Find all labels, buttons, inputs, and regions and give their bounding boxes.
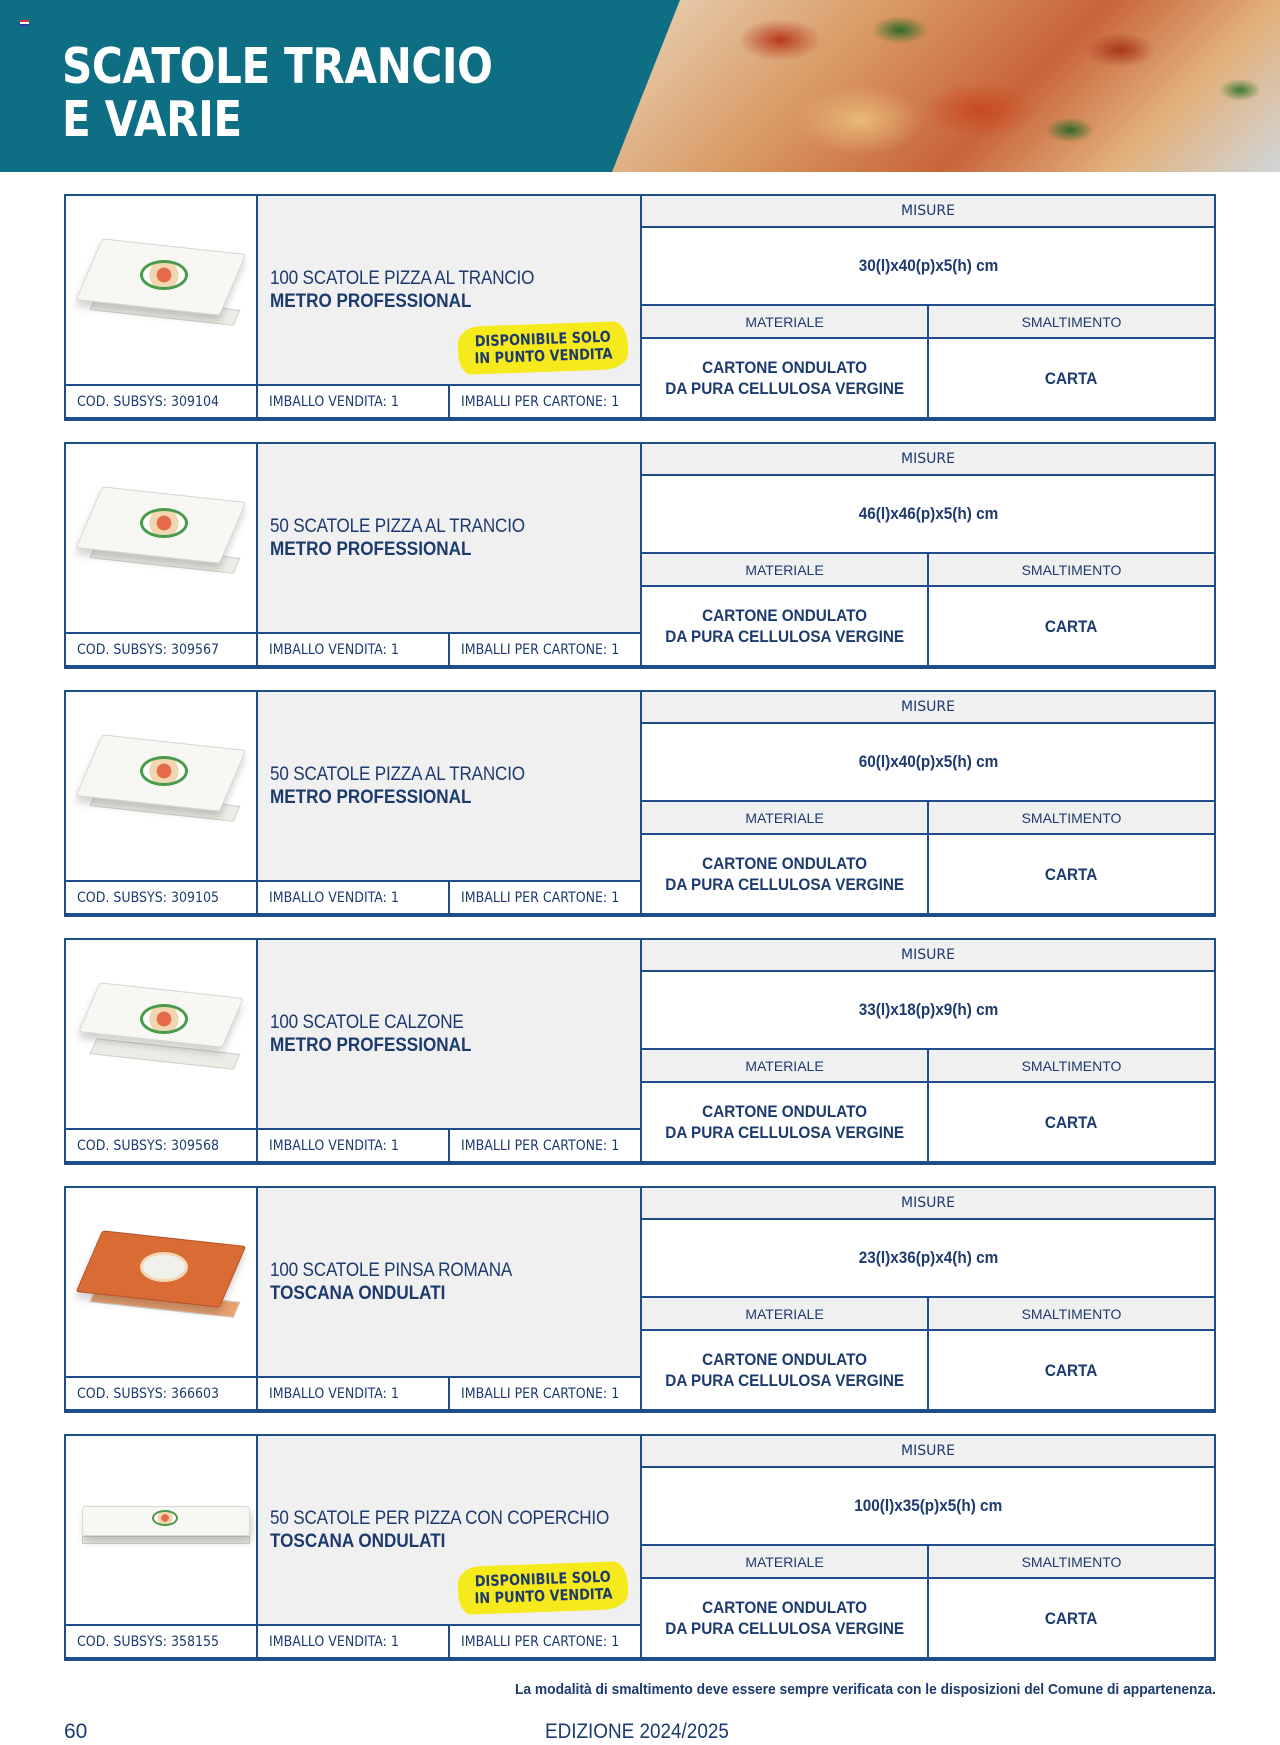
- pizza-photo: [600, 0, 1280, 172]
- imballo-vendita: IMBALLO VENDITA: 1: [258, 882, 450, 913]
- badge-line2: IN PUNTO VENDITA: [474, 344, 613, 368]
- product-image: [66, 1188, 258, 1376]
- disposal-note: La modalità di smaltimento deve essere sempre verificata con le disposizioni del Comune di appartenenza.: [515, 1681, 1216, 1698]
- product-card: [64, 1186, 1216, 1413]
- smaltimento-header: SMALTIMENTO: [929, 306, 1214, 339]
- product-specs: [642, 196, 1214, 417]
- smaltimento-value: CARTA: [1045, 1360, 1098, 1380]
- availability-badge: [457, 321, 629, 375]
- product-brand: METRO PROFESSIONAL: [270, 539, 472, 560]
- smaltimento-value: CARTA: [1045, 616, 1098, 636]
- materiale-header: MATERIALE: [642, 802, 929, 835]
- materiale-header: MATERIALE: [642, 306, 929, 339]
- materiale-value: CARTONE ONDULATO DA PURA CELLULOSA VERGINE: [642, 587, 929, 665]
- product-brand: TOSCANA ONDULATI: [270, 1531, 446, 1552]
- badge-line2: IN PUNTO VENDITA: [474, 1584, 613, 1608]
- materiale-value: CARTONE ONDULATO DA PURA CELLULOSA VERGINE: [642, 1083, 929, 1161]
- materiale-header: MATERIALE: [642, 1546, 929, 1579]
- product-specs: [642, 940, 1214, 1161]
- smaltimento-header: SMALTIMENTO: [929, 802, 1214, 835]
- product-image: [66, 692, 258, 880]
- product-image: [66, 940, 258, 1128]
- product-description: [258, 692, 642, 880]
- product-brand: METRO PROFESSIONAL: [270, 787, 472, 808]
- availability-badge: [457, 1561, 629, 1615]
- badge-line1: DISPONIBILE SOLO: [474, 327, 611, 351]
- product-brand: METRO PROFESSIONAL: [270, 1035, 472, 1056]
- product-description: [258, 1188, 642, 1376]
- badge-line1: DISPONIBILE SOLO: [474, 1567, 611, 1591]
- smaltimento-value: CARTA: [1045, 1608, 1098, 1628]
- imballi-per-cartone: IMBALLI PER CARTONE: 1: [461, 393, 620, 410]
- product-brand: METRO PROFESSIONAL: [270, 291, 472, 312]
- product-code: COD. SUBSYS: 309568: [66, 1130, 258, 1161]
- flag-icon: [20, 20, 29, 26]
- product-card: [64, 442, 1216, 669]
- product-code: COD. SUBSYS: 309567: [66, 634, 258, 665]
- product-codes: [66, 384, 642, 417]
- product-brand: TOSCANA ONDULATI: [270, 1283, 446, 1304]
- product-codes: [66, 1624, 642, 1657]
- page-title-line2: E VARIE: [62, 91, 242, 148]
- misure-value: 30(l)x40(p)x5(h) cm: [642, 228, 1214, 306]
- smaltimento-header: SMALTIMENTO: [929, 1298, 1214, 1331]
- materiale-value: CARTONE ONDULATO DA PURA CELLULOSA VERGINE: [642, 1579, 929, 1657]
- product-card: [64, 1434, 1216, 1661]
- materiale-header: MATERIALE: [642, 1298, 929, 1331]
- product-code: COD. SUBSYS: 358155: [66, 1626, 258, 1657]
- imballo-vendita: IMBALLO VENDITA: 1: [258, 1378, 450, 1409]
- product-title: 50 SCATOLE PIZZA AL TRANCIO: [270, 516, 525, 537]
- product-specs: [642, 1188, 1214, 1409]
- product-list: [64, 194, 1216, 1682]
- misure-header: MISURE: [642, 1436, 1214, 1468]
- misure-header: MISURE: [642, 692, 1214, 724]
- misure-value: 33(l)x18(p)x9(h) cm: [642, 972, 1214, 1050]
- imballi-per-cartone: IMBALLI PER CARTONE: 1: [461, 1633, 620, 1650]
- product-specs: [642, 692, 1214, 913]
- pizza-box-icon: [82, 246, 242, 326]
- product-title: 100 SCATOLE CALZONE: [270, 1012, 464, 1033]
- materiale-value: CARTONE ONDULATO DA PURA CELLULOSA VERGINE: [642, 1331, 929, 1409]
- misure-header: MISURE: [642, 940, 1214, 972]
- product-image: [66, 196, 258, 384]
- smaltimento-value: CARTA: [1045, 864, 1098, 884]
- page-title: [62, 40, 493, 146]
- imballi-per-cartone: IMBALLI PER CARTONE: 1: [461, 1137, 620, 1154]
- product-code: COD. SUBSYS: 309105: [66, 882, 258, 913]
- product-codes: [66, 880, 642, 913]
- product-card: [64, 938, 1216, 1165]
- pizza-box-icon: [82, 742, 242, 822]
- pizza-box-icon: [82, 1486, 242, 1566]
- imballi-per-cartone: IMBALLI PER CARTONE: 1: [461, 889, 620, 906]
- pizza-box-icon: [82, 494, 242, 574]
- pizza-box-icon: [82, 990, 242, 1070]
- imballo-vendita: IMBALLO VENDITA: 1: [258, 1626, 450, 1657]
- materiale-header: MATERIALE: [642, 554, 929, 587]
- product-code: COD. SUBSYS: 366603: [66, 1378, 258, 1409]
- imballi-per-cartone: IMBALLI PER CARTONE: 1: [461, 1385, 620, 1402]
- materiale-value: CARTONE ONDULATO DA PURA CELLULOSA VERGINE: [642, 339, 929, 417]
- misure-value: 60(l)x40(p)x5(h) cm: [642, 724, 1214, 802]
- product-title: 50 SCATOLE PIZZA AL TRANCIO: [270, 764, 525, 785]
- smaltimento-header: SMALTIMENTO: [929, 1546, 1214, 1579]
- product-image: [66, 1436, 258, 1624]
- pizza-box-icon: [82, 1238, 242, 1318]
- product-image: [66, 444, 258, 632]
- page-number: 60: [64, 1720, 88, 1743]
- misure-header: MISURE: [642, 1188, 1214, 1220]
- misure-value: 23(l)x36(p)x4(h) cm: [642, 1220, 1214, 1298]
- product-code: COD. SUBSYS: 309104: [66, 386, 258, 417]
- page-header: [0, 0, 1280, 172]
- product-codes: [66, 632, 642, 665]
- smaltimento-header: SMALTIMENTO: [929, 554, 1214, 587]
- materiale-value: CARTONE ONDULATO DA PURA CELLULOSA VERGINE: [642, 835, 929, 913]
- product-title: 50 SCATOLE PER PIZZA CON COPERCHIO: [270, 1508, 610, 1529]
- imballo-vendita: IMBALLO VENDITA: 1: [258, 634, 450, 665]
- page-title-line1: SCATOLE TRANCIO: [62, 38, 493, 95]
- imballi-per-cartone: IMBALLI PER CARTONE: 1: [461, 641, 620, 658]
- imballo-vendita: IMBALLO VENDITA: 1: [258, 1130, 450, 1161]
- misure-value: 46(l)x46(p)x5(h) cm: [642, 476, 1214, 554]
- product-codes: [66, 1376, 642, 1409]
- product-card: [64, 690, 1216, 917]
- smaltimento-header: SMALTIMENTO: [929, 1050, 1214, 1083]
- product-card: [64, 194, 1216, 421]
- edition-label: EDIZIONE 2024/2025: [545, 1720, 729, 1743]
- product-description: [258, 196, 642, 384]
- misure-header: MISURE: [642, 196, 1214, 228]
- materiale-header: MATERIALE: [642, 1050, 929, 1083]
- misure-header: MISURE: [642, 444, 1214, 476]
- product-description: [258, 940, 642, 1128]
- imballo-vendita: IMBALLO VENDITA: 1: [258, 386, 450, 417]
- product-specs: [642, 444, 1214, 665]
- product-codes: [66, 1128, 642, 1161]
- product-description: [258, 1436, 642, 1624]
- misure-value: 100(l)x35(p)x5(h) cm: [642, 1468, 1214, 1546]
- product-title: 100 SCATOLE PIZZA AL TRANCIO: [270, 268, 535, 289]
- smaltimento-value: CARTA: [1045, 1112, 1098, 1132]
- smaltimento-value: CARTA: [1045, 368, 1098, 388]
- product-title: 100 SCATOLE PINSA ROMANA: [270, 1260, 513, 1281]
- product-description: [258, 444, 642, 632]
- product-specs: [642, 1436, 1214, 1657]
